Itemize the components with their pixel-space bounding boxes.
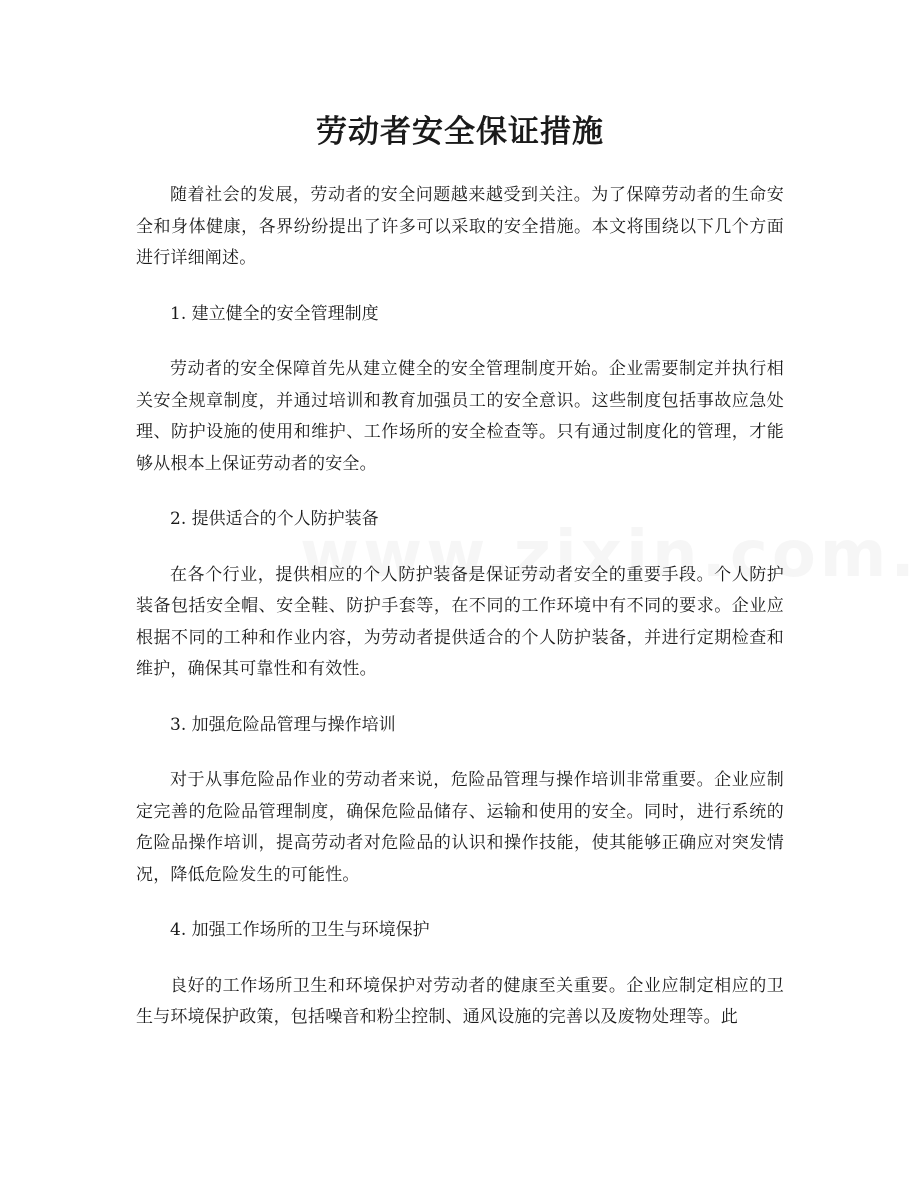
page-title: 劳动者安全保证措施 [316,114,604,150]
section-heading-2: 2. 提供适合的个人防护装备 [170,509,379,529]
document-body [136,180,784,1058]
section-body-2: 在各个行业，提供相应的个人防护装备是保证劳动者安全的重要手段。个人防护装备包括安全帽、安全鞋、防护手套等，在不同的工作环境中有不同的要求。企业应根据不同的工种和作业内容，为劳动者提供适合的个人防护装备，并进行定期检查和维护，确保其可靠性和有效性。 [136,564,784,679]
section-body-1: 劳动者的安全保障首先从建立健全的安全管理制度开始。企业需要制定并执行相关安全规章制度，并通过培训和教育加强员工的安全意识。这些制度包括事故应急处理、防护设施的使用和维护、工作场所的安全检查等。只有通过制度化的管理，才能够从根本上保证劳动者的安全。 [136,359,784,474]
section-body-3: 对于从事危险品作业的劳动者来说，危险品管理与操作培训非常重要。企业应制定完善的危险品管理制度，确保危险品储存、运输和使用的安全。同时，进行系统的危险品操作培训，提高劳动者对危险品的认识和操作技能，使其能够正确应对突发情况，降低危险发生的可能性。 [136,770,784,885]
section-body-4: 良好的工作场所卫生和环境保护对劳动者的健康至关重要。企业应制定相应的卫生与环境保护政策，包括噪音和粉尘控制、通风设施的完善以及废物处理等。此 [136,975,784,1027]
intro-paragraph: 随着社会的发展，劳动者的安全问题越来越受到关注。为了保障劳动者的生命安全和身体健康，各界纷纷提出了许多可以采取的安全措施。本文将围绕以下几个方面进行详细阐述。 [136,185,784,268]
section-heading-1: 1. 建立健全的安全管理制度 [170,303,379,324]
section-heading-3: 3. 加强危险品管理与操作培训 [170,714,396,735]
section-heading-4: 4. 加强工作场所的卫生与环境保护 [170,920,430,940]
